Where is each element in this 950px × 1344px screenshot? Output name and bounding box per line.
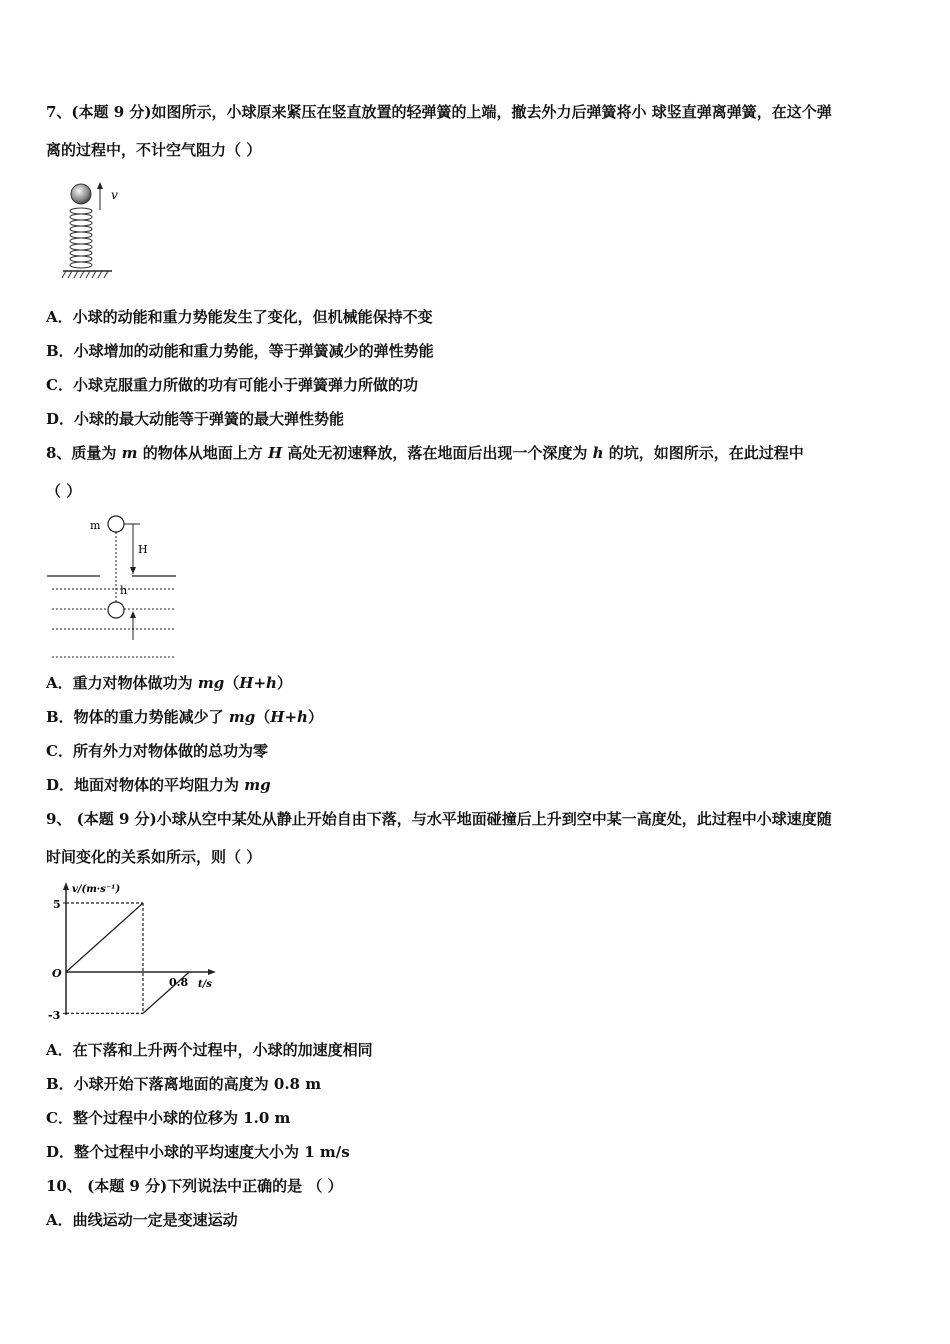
q7-stem-line2: 离的过程中，不计空气阻力（ ）	[46, 141, 262, 159]
q8-option-a-text: A．重力对物体做功为	[46, 674, 198, 692]
falling-object-figure	[46, 510, 181, 662]
q8-text-a: 8、质量为	[46, 444, 122, 462]
q7-option-b: B．小球增加的动能和重力势能，等于弹簧减少的弹性势能	[46, 342, 434, 360]
q9-option-a: A．在下落和上升两个过程中，小球的加速度相同	[46, 1041, 373, 1059]
chart-series	[66, 903, 189, 1013]
q8-option-d-mg: mg	[244, 776, 271, 794]
q8-option-b	[46, 707, 323, 727]
q9-option-c: C．整个过程中小球的位移为 1.0 m	[46, 1109, 291, 1127]
q8-option-a-paren-open: （	[224, 674, 240, 692]
object-top	[108, 516, 124, 532]
q9-option-d: D．整个过程中小球的平均速度大小为 1 m/s	[46, 1143, 350, 1161]
q8-text-b: 的物体从地面上方	[137, 444, 268, 462]
q8-option-a	[46, 673, 292, 693]
q8-option-d	[46, 775, 271, 795]
series-line-rising	[143, 972, 189, 1013]
q8-option-d-text: D．地面对物体的平均阻力为	[46, 776, 245, 794]
origin-label: O	[52, 967, 62, 980]
q8-option-b-mg: mg	[228, 708, 256, 726]
q10-stem-line1: 10、 (本题 9 分)下列说法中正确的是 （ ）	[46, 1177, 343, 1195]
ball	[71, 184, 91, 204]
q8-stem-line2: （ ）	[46, 482, 82, 500]
mass-label: m	[90, 519, 101, 532]
y-tick-5: 5	[53, 898, 61, 911]
velocity-label: v	[111, 188, 118, 202]
q8-text-d: 的坑，如图所示，在此过程中	[603, 444, 804, 462]
spring-coil	[70, 208, 92, 268]
spring-ball-figure	[60, 180, 130, 282]
q8-var-h: h	[592, 444, 604, 462]
q7-option-c: C．小球克服重力所做的功有可能小于弹簧弹力所做的功	[46, 376, 418, 394]
ground-hatch	[62, 271, 108, 278]
q8-option-c: C．所有外力对物体做的总功为零	[46, 742, 268, 760]
chart-guides	[63, 903, 143, 1013]
velocity-arrow-head	[97, 182, 103, 189]
q8-option-b-text: B．物体的重力势能减少了	[46, 708, 229, 726]
q9-stem-line1: 9、 (本题 9 分)小球从空中某处从静止开始自由下落，与水平地面碰撞后上升到空中某一高度处，此过程中小球速度随	[46, 810, 832, 828]
q8-option-b-var: H+h	[270, 708, 308, 726]
y-tick-neg3: -3	[48, 1009, 61, 1022]
q8-option-b-paren-open: （	[255, 708, 271, 726]
resistance-arrow-head	[130, 611, 136, 618]
velocity-time-chart	[46, 880, 221, 1026]
y-axis-arrow	[63, 882, 69, 890]
object-bottom	[108, 602, 124, 618]
height-label: H	[138, 543, 148, 556]
q8-option-a-var: H+h	[239, 674, 277, 692]
q8-var-m: m	[121, 444, 138, 462]
q7-option-d: D．小球的最大动能等于弹簧的最大弹性势能	[46, 410, 345, 428]
q8-option-b-paren-close: ）	[307, 708, 323, 726]
height-arrow-head	[130, 567, 136, 574]
q7-stem-line1: 7、(本题 9 分)如图所示，小球原来紧压在竖直放置的轻弹簧的上端，撤去外力后弹簧将小 球竖直弹离弹簧，在这个弹	[46, 103, 832, 121]
q7-option-a: A．小球的动能和重力势能发生了变化，但机械能保持不变	[46, 308, 433, 326]
series-line-falling	[66, 903, 143, 972]
q9-option-b: B．小球开始下落离地面的高度为 0.8 m	[46, 1075, 322, 1093]
q8-text-c: 高处无初速释放，落在地面后出现一个深度为	[282, 444, 593, 462]
q8-stem-line1	[46, 443, 804, 463]
x-axis-label: t/s	[198, 979, 212, 990]
q8-option-a-mg: mg	[197, 674, 225, 692]
x-axis-arrow	[208, 969, 216, 975]
q10-option-a: A．曲线运动一定是变速运动	[46, 1211, 238, 1229]
y-axis-label: v/(m·s⁻¹)	[72, 884, 121, 895]
depth-label: h	[120, 584, 128, 597]
x-tick-0.8: 0.8	[169, 976, 189, 989]
q8-option-a-paren-close: ）	[276, 674, 292, 692]
q9-stem-line2: 时间变化的关系如所示，则（ ）	[46, 848, 262, 866]
q8-var-H: H	[268, 444, 283, 462]
